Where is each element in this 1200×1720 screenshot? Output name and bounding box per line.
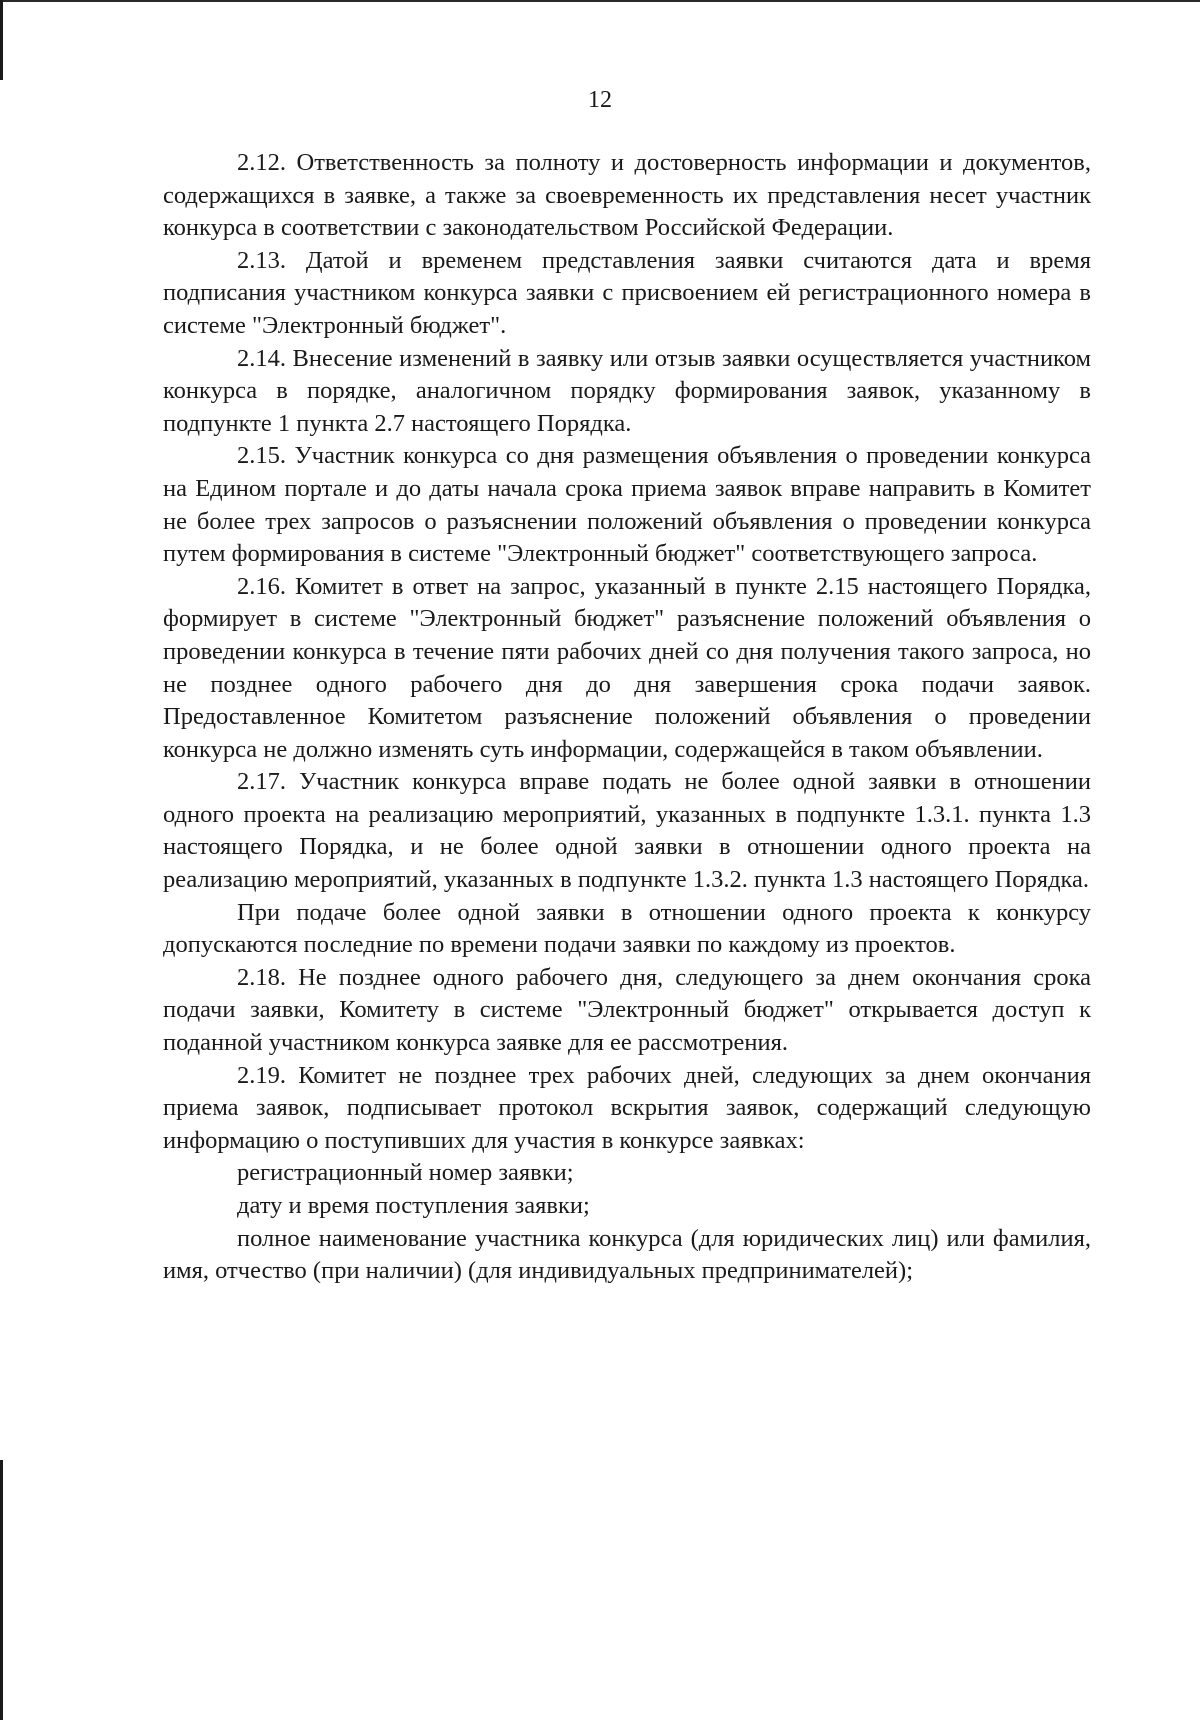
paragraph-2-14: 2.14. Внесение изменений в заявку или отзыв заявки осуществляется участником конкурса в порядке, аналогичном порядку формирования заявок, указанному в подпункте 1 пункта 2.7 настоящего Порядка.	[163, 344, 1091, 437]
list-item-date-time: дату и время поступления заявки;	[237, 1192, 590, 1219]
document-body	[163, 147, 1091, 1288]
paragraph-2-12: 2.12. Ответственность за полноту и достоверность информации и документов, содержащихся в заявке, а также за своевременность их представления несет участник конкурса в соответствии с законодательством Российской Федерации.	[163, 149, 1091, 242]
paragraph-2-19: 2.19. Комитет не позднее трех рабочих дней, следующих за днем окончания приема заявок, подписывает протокол вскрытия заявок, содержащий следующую информацию о поступивших для участия в конкурсе заявках:	[163, 1061, 1091, 1154]
paragraph-2-17: 2.17. Участник конкурса вправе подать не более одной заявки в отношении одного проекта на реализацию мероприятий, указанных в подпункте 1.3.1. пункта 1.3 настоящего Порядка, и не более одной заявки в отношении одного проекта на реализацию мероприятий, указанных в подпункте 1.3.2. пункта 1.3 настоящего Порядка.	[163, 768, 1091, 894]
list-item-participant-name: полное наименование участника конкурса (для юридических лиц) или фамилия, имя, отчество (при наличии) (для индивидуальных предпринимателей);	[163, 1224, 1091, 1285]
paragraph-2-17-continuation: При подаче более одной заявки в отношении одного проекта к конкурсу допускаются последние по времени подачи заявки по каждому из проектов.	[163, 898, 1091, 959]
paragraph-2-16: 2.16. Комитет в ответ на запрос, указанный в пункте 2.15 настоящего Порядка, формирует в системе "Электронный бюджет" разъяснение положений объявления о проведении конкурса в течение пяти рабочих дней со дня получения такого запроса, но не позднее одного рабочего дня до дня завершения срока подачи заявок. Предоставленное Комитетом разъяснение положений объявления о проведении конкурса не должно изменять суть информации, содержащейся в таком объявлении.	[163, 572, 1091, 763]
page-number: 12	[588, 87, 612, 113]
scan-edge-left-bottom	[0, 1460, 3, 1720]
scan-edge-left-top	[0, 0, 3, 80]
paragraph-2-15: 2.15. Участник конкурса со дня размещения объявления о проведении конкурса на Едином портале и до даты начала срока приема заявок вправе направить в Комитет не более трех запросов о разъяснении положений объявления о проведении конкурса путем формирования в системе "Электронный бюджет" соответствующего запроса.	[163, 442, 1091, 568]
paragraph-2-18: 2.18. Не позднее одного рабочего дня, следующего за днем окончания срока подачи заявки, Комитету в системе "Электронный бюджет" открывается доступ к поданной участником конкурса заявке для ее рассмотрения.	[163, 963, 1091, 1057]
paragraph-2-13: 2.13. Датой и временем представления заявки считаются дата и время подписания участником конкурса заявки с присвоением ей регистрационного номера в системе "Электронный бюджет".	[163, 246, 1091, 339]
list-item-registration-number: регистрационный номер заявки;	[237, 1159, 574, 1187]
scan-edge-top	[0, 0, 1200, 2]
